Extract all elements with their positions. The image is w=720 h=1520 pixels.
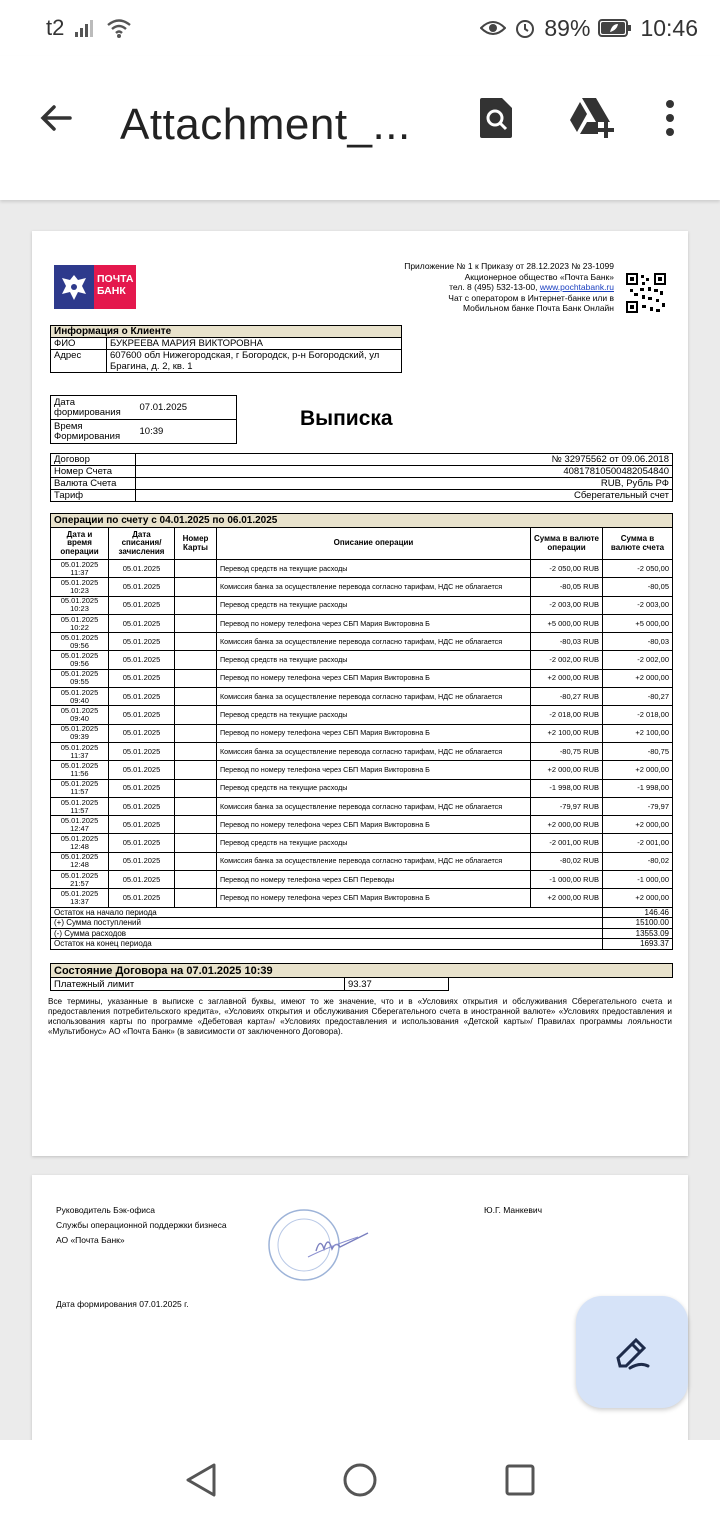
amount-operation-currency: -80,75 RUB <box>531 742 603 760</box>
pen-icon <box>610 1330 654 1374</box>
table-row <box>51 651 673 669</box>
alarm-icon <box>514 17 536 39</box>
posting-date: 05.01.2025 <box>109 816 175 834</box>
back-arrow-icon[interactable] <box>36 98 76 138</box>
amount-operation-currency: -2 002,00 RUB <box>531 651 603 669</box>
operation-datetime: 05.01.2025 10:23 <box>51 578 109 596</box>
table-row <box>51 560 673 578</box>
operation-description: Комиссия банка за осуществление перевода согласно тарифам, НДС не облагается <box>217 852 531 870</box>
battery-icon <box>598 18 632 38</box>
terms-text: Все термины, указанные в выписке с заглавной буквы, имеют то же значение, что и в «Условиях открытия и обслуживания Сберегательного счета и предоставления потребительского кредита», «Условиях открытия и обслуживания Сберегательного счета в иностранной валюте» «Условиях предоставления и использования карты по программе «Дебетовая карта»/ «Условиях предоставления и использования «Детской карты»/ Правилах программы лояльности «Мультибонус» АО «Почта Банк» (в зависимости от заключенного Договора). <box>48 997 672 1036</box>
table-row <box>51 706 673 724</box>
amount-account-currency: +2 000,00 <box>603 761 673 779</box>
operation-description: Комиссия банка за осуществление перевода согласно тарифам, НДС не облагается <box>217 578 531 596</box>
card-number <box>175 797 217 815</box>
nav-recents-icon[interactable] <box>504 1462 536 1498</box>
amount-operation-currency: +5 000,00 RUB <box>531 614 603 632</box>
operations-table: Операции по счету с 04.01.2025 по 06.01.2025 Дата и время операции Дата списания/ зачисления Номер Карты Описание операции Сумма в валюте операции Сумма в валюте счета 05.01.2025 11:37 05.01.2025 Перевод средств на текущие расходы -2 050,00 RUB -2 050,00 05.01.2025 10:23 05.01.2025 Комиссия банка за осуществление перевода согласно тарифам, НДС не облагается -80,05 RUB -80,05 05.01.2025 10:23 05.01.2025 Перевод средств на текущие расходы -2 003,00 RUB -2 003,00 05.01.2025 10:22 05.01.2025 Перевод по номеру телефона через СБП Мария Викторовна Б +5 000,00 RUB +5 000,00 05.01.2025 09:56 05.01.2025 Комиссия банка за осуществление перевода согласно тарифам, НДС не облагается -80,03 RUB -80,03 05.01.2025 09:56 05.01.2025 Перевод средств на текущие расходы -2 002,00 RUB -2 002,00 05.01.2025 09:55 05.01.2025 Перевод по номеру телефона через СБП Мария Викторовна Б +2 000,00 RUB +2 000,00 05.01.2025 09:40 05.01.2025 Комиссия банка за осуществление перевода согласно тарифам, НДС не облагается -80,27 RUB -80,27 05.01.2025 09:40 05.01.2025 Перевод средств на текущие расходы -2 018,00 RUB -2 018,00 05.01.2025 09:39 05.01.2025 Перевод по номеру телефона через СБП Мария Викторовна Б +2 100,00 RUB +2 100,00 05.01.2025 11:37 05.01.2025 Комиссия банка за осуществление перевода согласно тарифам, НДС не облагается -80,75 RUB -80,75 05.01.2025 11:56 05.01.2025 Перевод по номеру телефона через СБП Мария Викторовна Б +2 000,00 RUB +2 000,00 05.01.2025 11:57 05.01.2025 Перевод средств на текущие расходы -1 998,00 RUB -1 998,00 05.01.2025 11:57 05.01.2025 Комиссия банка за осуществление перевода согласно тарифам, НДС не облагается -79,97 RUB -79,97 05.01.2025 12:47 05.01.2025 Перевод по номеру телефона через СБП Мария Викторовна Б +2 000,00 RUB +2 000,00 05.01.2025 12:48 05.01.2025 Перевод средств на текущие расходы -2 001,00 RUB -2 001,00 05.01.2025 12:48 05.01.2025 Комиссия банка за осуществление перевода согласно тарифам, НДС не облагается -80,02 RUB -80,02 05.01.2025 21:57 05.01.2025 Перевод по номеру телефона через СБП Переводы -1 000,00 RUB -1 000,00 05.01.2025 13:37 05.01.2025 Перевод по номеру телефона через СБП Мария Викторовна Б +2 000,00 RUB +2 000,00 Остаток на начало периода 146.46 (+) Сумма поступлений 15100.00 (-) Сумма расходов 13553.09 Остаток на конец периода 1693.37 <box>50 513 673 950</box>
add-to-drive-icon[interactable] <box>568 96 618 140</box>
amount-operation-currency: -2 001,00 RUB <box>531 834 603 852</box>
amount-account-currency: -2 002,00 <box>603 651 673 669</box>
operation-datetime: 05.01.2025 09:55 <box>51 669 109 687</box>
amount-operation-currency: -1 000,00 RUB <box>531 871 603 889</box>
page-title: Attachment_... <box>120 100 411 149</box>
wifi-icon <box>106 17 132 39</box>
amount-account-currency: -80,03 <box>603 633 673 651</box>
amount-account-currency: -2 018,00 <box>603 706 673 724</box>
amount-operation-currency: +2 000,00 RUB <box>531 889 603 907</box>
posting-date: 05.01.2025 <box>109 852 175 870</box>
amount-account-currency: +2 000,00 <box>603 889 673 907</box>
operation-description: Комиссия банка за осуществление перевода согласно тарифам, НДС не облагается <box>217 742 531 760</box>
amount-account-currency: -80,02 <box>603 852 673 870</box>
posting-date: 05.01.2025 <box>109 871 175 889</box>
document-page-1 <box>32 231 688 1156</box>
amount-operation-currency: -80,03 RUB <box>531 633 603 651</box>
amount-operation-currency: +2 000,00 RUB <box>531 816 603 834</box>
signer-name: Ю.Г. Манкевич <box>484 1205 543 1215</box>
bank-header-info: Приложение № 1 к Приказу от 28.12.2023 № 23-1099 Акционерное общество «Почта Банк» тел. 8 (495) 532-13-00, www.pochtabank.ru Чат с оператором в Интернет-банке или в Мобильном банке Почта Банк Онлайн <box>404 261 614 313</box>
table-row <box>51 614 673 632</box>
operation-description: Перевод по номеру телефона через СБП Мария Викторовна Б <box>217 614 531 632</box>
amount-account-currency: +5 000,00 <box>603 614 673 632</box>
amount-account-currency: -80,27 <box>603 688 673 706</box>
table-row <box>51 578 673 596</box>
posting-date: 05.01.2025 <box>109 669 175 687</box>
operation-datetime: 05.01.2025 11:56 <box>51 761 109 779</box>
card-number <box>175 871 217 889</box>
operation-description: Перевод по номеру телефона через СБП Мария Викторовна Б <box>217 761 531 779</box>
posting-date: 05.01.2025 <box>109 706 175 724</box>
amount-account-currency: +2 000,00 <box>603 669 673 687</box>
table-row <box>51 724 673 742</box>
operation-description: Комиссия банка за осуществление перевода согласно тарифам, НДС не облагается <box>217 688 531 706</box>
operation-description: Комиссия банка за осуществление перевода согласно тарифам, НДС не облагается <box>217 797 531 815</box>
posting-date: 05.01.2025 <box>109 889 175 907</box>
operation-datetime: 05.01.2025 11:37 <box>51 560 109 578</box>
operation-datetime: 05.01.2025 09:39 <box>51 724 109 742</box>
amount-operation-currency: +2 000,00 RUB <box>531 761 603 779</box>
posting-date: 05.01.2025 <box>109 560 175 578</box>
carrier-label: t2 <box>46 15 65 40</box>
posting-date: 05.01.2025 <box>109 633 175 651</box>
posting-date: 05.01.2025 <box>109 614 175 632</box>
amount-account-currency: -79,97 <box>603 797 673 815</box>
amount-operation-currency: -2 050,00 RUB <box>531 560 603 578</box>
operation-datetime: 05.01.2025 11:57 <box>51 797 109 815</box>
card-number <box>175 852 217 870</box>
table-row <box>51 871 673 889</box>
amount-operation-currency: +2 000,00 RUB <box>531 669 603 687</box>
card-number <box>175 633 217 651</box>
amount-operation-currency: -80,05 RUB <box>531 578 603 596</box>
table-row <box>51 742 673 760</box>
table-row <box>51 633 673 651</box>
posting-date: 05.01.2025 <box>109 596 175 614</box>
operation-description: Перевод по номеру телефона через СБП Переводы <box>217 871 531 889</box>
posting-date: 05.01.2025 <box>109 651 175 669</box>
battery-percent: 89% <box>544 14 591 41</box>
bank-logo: ПОЧТА БАНК <box>54 265 136 309</box>
operation-description: Перевод по номеру телефона через СБП Мария Викторовна Б <box>217 889 531 907</box>
amount-account-currency: -80,05 <box>603 578 673 596</box>
operation-description: Перевод средств на текущие расходы <box>217 560 531 578</box>
amount-operation-currency: -2 003,00 RUB <box>531 596 603 614</box>
amount-account-currency: -1 000,00 <box>603 871 673 889</box>
card-number <box>175 596 217 614</box>
card-number <box>175 560 217 578</box>
edit-annotate-button[interactable] <box>576 1296 688 1408</box>
amount-operation-currency: -80,02 RUB <box>531 852 603 870</box>
operation-datetime: 05.01.2025 12:48 <box>51 852 109 870</box>
amount-account-currency: -2 003,00 <box>603 596 673 614</box>
operation-description: Перевод средств на текущие расходы <box>217 834 531 852</box>
operation-datetime: 05.01.2025 12:47 <box>51 816 109 834</box>
card-number <box>175 669 217 687</box>
card-number <box>175 724 217 742</box>
stamp-signature <box>268 1207 372 1287</box>
amount-account-currency: -2 050,00 <box>603 560 673 578</box>
amount-operation-currency: -1 998,00 RUB <box>531 779 603 797</box>
posting-date: 05.01.2025 <box>109 688 175 706</box>
amount-account-currency: -2 001,00 <box>603 834 673 852</box>
card-number <box>175 834 217 852</box>
posting-date: 05.01.2025 <box>109 578 175 596</box>
status-bar <box>0 0 720 56</box>
operation-description: Комиссия банка за осуществление перевода согласно тарифам, НДС не облагается <box>217 633 531 651</box>
operation-datetime: 05.01.2025 12:48 <box>51 834 109 852</box>
operation-datetime: 05.01.2025 13:37 <box>51 889 109 907</box>
card-number <box>175 706 217 724</box>
card-number <box>175 742 217 760</box>
posting-date: 05.01.2025 <box>109 797 175 815</box>
nav-home-icon[interactable] <box>342 1462 378 1498</box>
table-row <box>51 688 673 706</box>
card-number <box>175 688 217 706</box>
table-row <box>51 834 673 852</box>
statement-title: Выписка <box>300 407 393 430</box>
operation-description: Перевод по номеру телефона через СБП Мария Викторовна Б <box>217 816 531 834</box>
operation-datetime: 05.01.2025 10:22 <box>51 614 109 632</box>
amount-operation-currency: +2 100,00 RUB <box>531 724 603 742</box>
signal-icon <box>74 18 96 38</box>
posting-date: 05.01.2025 <box>109 742 175 760</box>
card-number <box>175 578 217 596</box>
posting-date: 05.01.2025 <box>109 761 175 779</box>
formation-date: Дата формирования 07.01.2025 г. <box>56 1299 189 1309</box>
table-row <box>51 889 673 907</box>
table-row <box>51 779 673 797</box>
amount-account-currency: -1 998,00 <box>603 779 673 797</box>
table-row <box>51 797 673 815</box>
contract-state-table: Состояние Договора на 07.01.2025 10:39 Платежный лимит 93.37 <box>50 963 673 991</box>
card-number <box>175 614 217 632</box>
table-row <box>51 596 673 614</box>
eye-icon <box>480 18 506 38</box>
search-in-document-icon[interactable] <box>476 96 516 140</box>
card-number <box>175 651 217 669</box>
operation-datetime: 05.01.2025 21:57 <box>51 871 109 889</box>
operation-datetime: 05.01.2025 09:40 <box>51 706 109 724</box>
statement-dates-table: Дата формирования 07.01.2025 Время Формирования 10:39 <box>50 395 237 444</box>
system-nav-bar <box>0 1440 720 1520</box>
operation-datetime: 05.01.2025 09:40 <box>51 688 109 706</box>
amount-operation-currency: -79,97 RUB <box>531 797 603 815</box>
client-info-table: Информация о Клиенте ФИО БУКРЕЕВА МАРИЯ ВИКТОРОВНА Адрес 607600 обл Нижегородская, г Богородск, р-н Богородский, ул Брагина, д. 2, кв. 1 <box>50 325 402 373</box>
posting-date: 05.01.2025 <box>109 834 175 852</box>
card-number <box>175 761 217 779</box>
operation-description: Перевод средств на текущие расходы <box>217 596 531 614</box>
amount-account-currency: +2 000,00 <box>603 816 673 834</box>
table-row <box>51 852 673 870</box>
qr-code <box>626 273 666 313</box>
amount-operation-currency: -2 018,00 RUB <box>531 706 603 724</box>
amount-account-currency: +2 100,00 <box>603 724 673 742</box>
operation-datetime: 05.01.2025 10:23 <box>51 596 109 614</box>
operation-datetime: 05.01.2025 09:56 <box>51 651 109 669</box>
account-info-table: Договор № 32975562 от 09.06.2018 Номер Счета 40817810500482054840 Валюта Счета RUB, Рубль РФ Тариф Сберегательный счет <box>50 453 673 502</box>
bank-website-link[interactable]: www.pochtabank.ru <box>539 282 614 292</box>
table-row <box>51 669 673 687</box>
more-options-icon[interactable] <box>664 98 676 138</box>
card-number <box>175 816 217 834</box>
app-bar <box>0 56 720 200</box>
card-number <box>175 779 217 797</box>
operation-description: Перевод средств на текущие расходы <box>217 706 531 724</box>
signatory-block: Руководитель Бэк-офиса Службы операционной поддержки бизнеса АО «Почта Банк» <box>56 1205 227 1245</box>
operation-datetime: 05.01.2025 09:56 <box>51 633 109 651</box>
operation-description: Перевод средств на текущие расходы <box>217 651 531 669</box>
amount-operation-currency: -80,27 RUB <box>531 688 603 706</box>
operation-datetime: 05.01.2025 11:57 <box>51 779 109 797</box>
operation-description: Перевод по номеру телефона через СБП Мария Викторовна Б <box>217 669 531 687</box>
table-row <box>51 816 673 834</box>
operation-description: Перевод средств на текущие расходы <box>217 779 531 797</box>
operation-description: Перевод по номеру телефона через СБП Мария Викторовна Б <box>217 724 531 742</box>
nav-back-icon[interactable] <box>184 1462 218 1498</box>
amount-account-currency: -80,75 <box>603 742 673 760</box>
posting-date: 05.01.2025 <box>109 779 175 797</box>
clock: 10:46 <box>640 14 698 41</box>
operation-datetime: 05.01.2025 11:37 <box>51 742 109 760</box>
table-row <box>51 761 673 779</box>
posting-date: 05.01.2025 <box>109 724 175 742</box>
card-number <box>175 889 217 907</box>
